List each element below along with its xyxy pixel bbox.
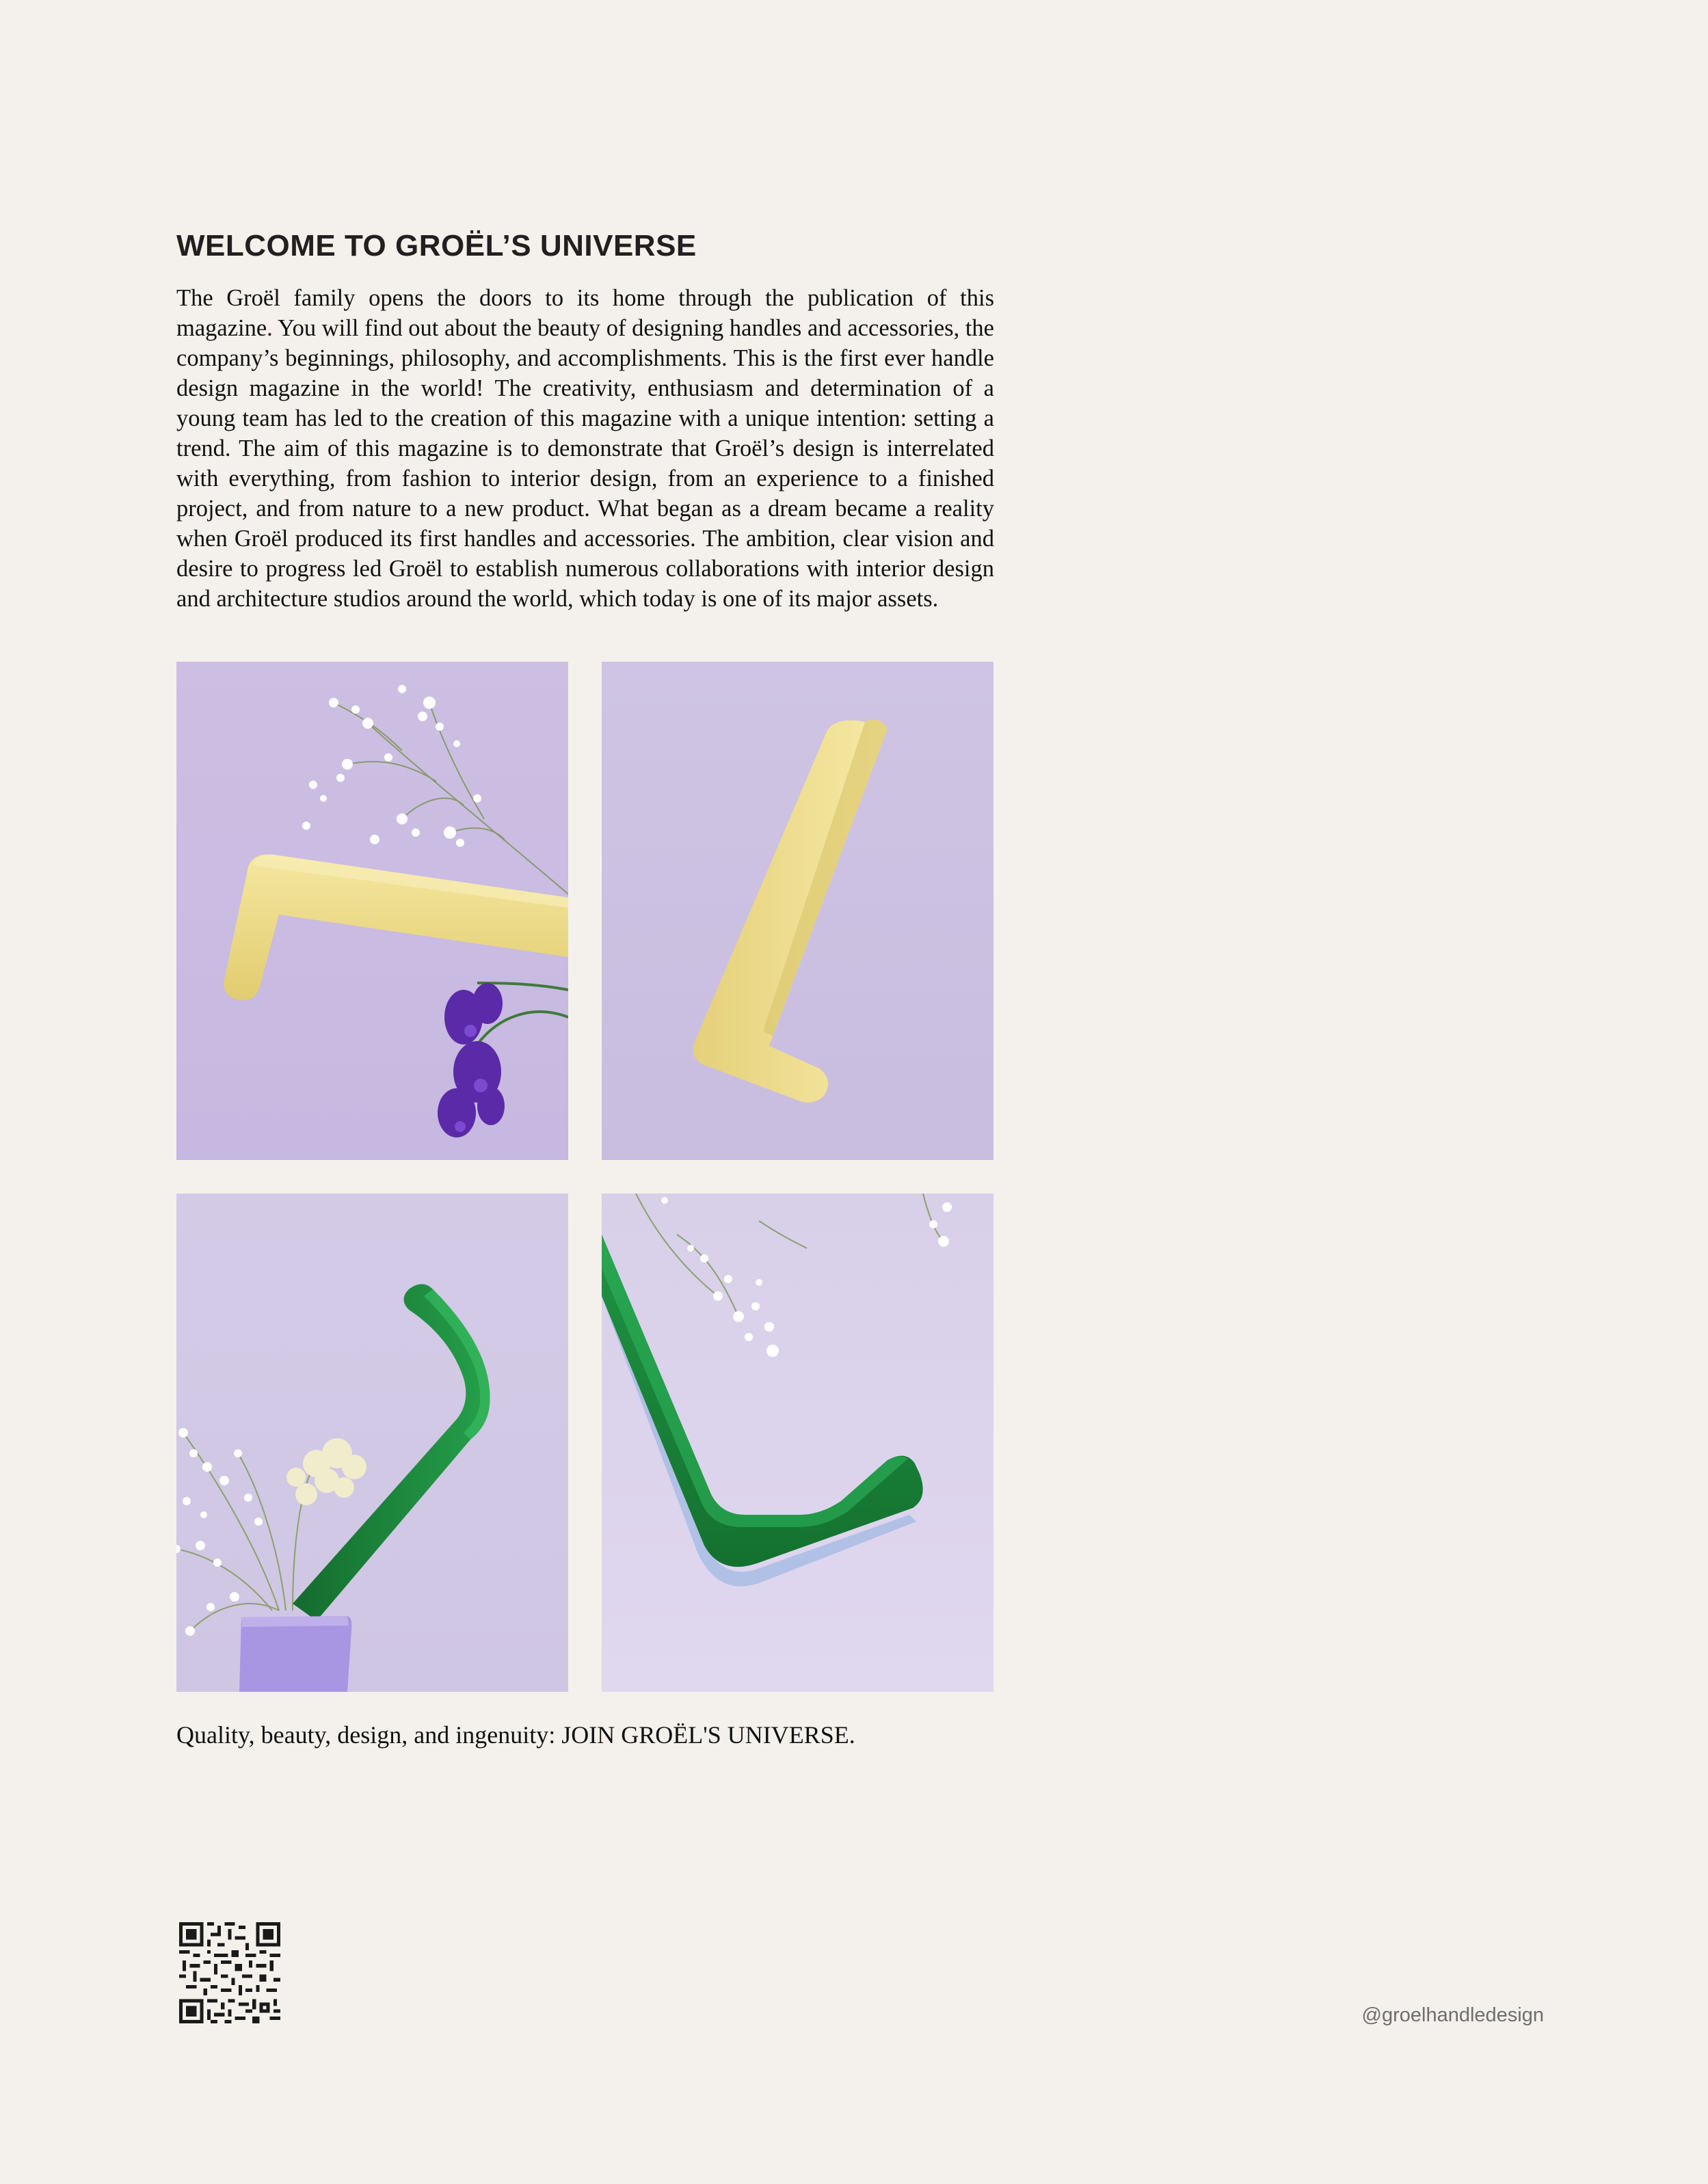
photo-yellow-handle (602, 662, 993, 1160)
photo-green-handle-flowers (602, 1194, 993, 1692)
qr-code-icon[interactable] (179, 1922, 280, 2023)
photo-yellow-handle-flowers (176, 662, 568, 1160)
social-handle[interactable]: @groelhandledesign (1361, 2004, 1544, 2026)
photo-green-handle-vase (176, 1194, 568, 1692)
page-heading: WELCOME TO GROËL’S UNIVERSE (176, 229, 697, 262)
intro-paragraph: The Groël family opens the doors to its home through the publication of this magazine. You will find out about the beauty of designing handles and accessories, the company’s beginnings, philosophy, and accomplishments. This is the first ever handle design magazine in the world! The creativity, enthusiasm and determination of a young team has led to the creation of this magazine with a unique intention: setting a trend. The aim of this magazine is to demonstrate that Groël’s design is interrelated with everything, from fashion to interior design, from an experience to a finished project, and from nature to a new product. What began as a dream became a reality when Groël produced its first handles and accessories. The ambition, clear vision and desire to progress led Groël to establish numerous collaborations with interior design and architecture studios around the world, which today is one of its major assets. (176, 285, 994, 612)
tagline: Quality, beauty, design, and ingenuity: JOIN GROËL'S UNIVERSE. (176, 1721, 855, 1749)
